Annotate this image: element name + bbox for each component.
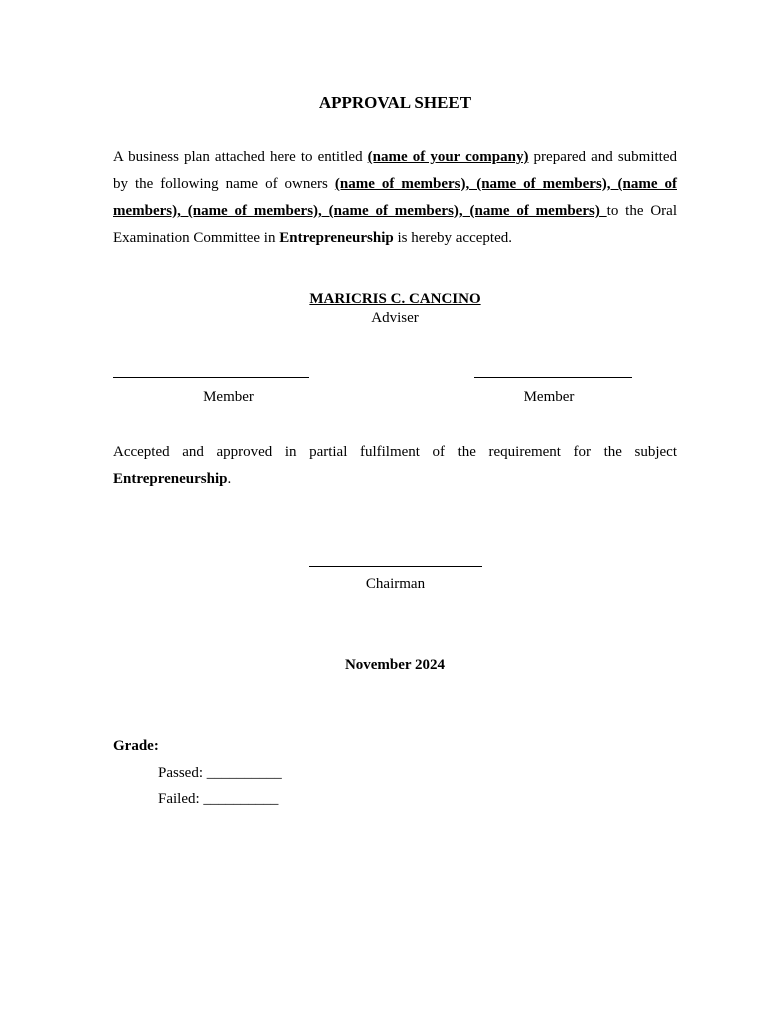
approval-text-2: prepared and submitted by the following name of owners	[113, 149, 677, 192]
approval-text-1: A business plan attached here to entitled	[113, 149, 368, 165]
member-label-right: Member	[523, 389, 575, 405]
grade-title: Grade:	[113, 738, 159, 754]
chairman-signature-line	[309, 566, 482, 567]
members-placeholder: (name of members), (name of members), (name of members), (name of members), (name of members), (name of members)	[113, 176, 677, 219]
member-label-left: Member	[203, 389, 254, 405]
acceptance-text-2: .	[227, 471, 232, 487]
page-title: APPROVAL SHEET	[318, 93, 472, 112]
subject-name: Entrepreneurship	[279, 230, 394, 246]
acceptance-text-1: Accepted and approved in partial fulfilment of the requirement for the subject	[113, 444, 677, 460]
company-name-placeholder: (name of your company)	[367, 149, 529, 165]
member-signature-line-left	[113, 377, 309, 378]
approval-paragraph	[113, 144, 677, 252]
approval-text-4: is hereby accepted.	[393, 230, 512, 246]
grade-failed-line: Failed: __________	[158, 791, 279, 807]
adviser-role: Adviser	[371, 310, 419, 326]
document-date: November 2024	[344, 657, 446, 673]
acceptance-paragraph	[113, 439, 677, 493]
member-signature-line-right	[474, 377, 632, 378]
adviser-name: MARICRIS C. CANCINO	[309, 291, 481, 307]
acceptance-subject: Entrepreneurship	[113, 471, 228, 487]
grade-passed-line: Passed: __________	[158, 765, 282, 781]
chairman-label: Chairman	[365, 576, 426, 592]
approval-text-3: to the Oral Examination Committee in	[113, 203, 677, 246]
